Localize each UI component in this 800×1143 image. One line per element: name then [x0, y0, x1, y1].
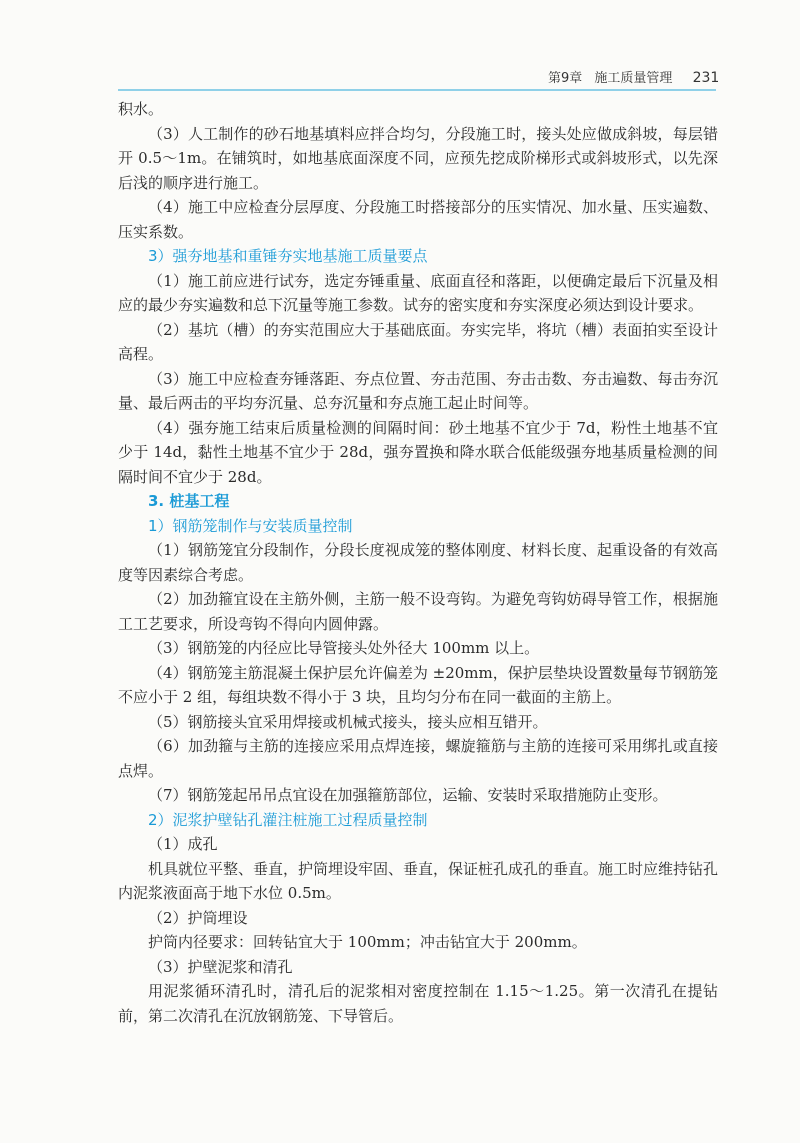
- paragraph: （4）钢筋笼主筋混凝土保护层允许偏差为 ±20mm，保护层垫块设置数量每节钢筋笼不应小于 2 组，每组块数不得小于 3 块，且均匀分布在同一截面的主筋上。: [118, 663, 718, 706]
- paragraph: （3）钢筋笼的内径应比导管接头处外径大 100mm 以上。: [148, 639, 540, 657]
- paragraph: （3）护壁泥浆和清孔: [148, 957, 293, 976]
- body-text: [118, 97, 718, 1028]
- paragraph: （2）基坑（槽）的夯实范围应大于基础底面。夯实完毕，将坑（槽）表面拍实至设计高程。: [118, 320, 718, 363]
- paragraph: （2）加劲箍宜设在主筋外侧，主筋一般不设弯钩。为避免弯钩妨碍导管工作，根据施工工艺要求，所设弯钩不得向内圆伸露。: [118, 590, 718, 633]
- subsection-heading: 1）钢筋笼制作与安装质量控制: [148, 516, 353, 535]
- paragraph: 机具就位平整、垂直，护筒埋设牢固、垂直，保证桩孔成孔的垂直。施工时应维持钻孔内泥浆液面高于地下水位 0.5m。: [118, 859, 719, 902]
- paragraph: 积水。: [118, 100, 164, 118]
- page-number: 231: [692, 70, 720, 86]
- paragraph: 用泥浆循环清孔时，清孔后的泥浆相对密度控制在 1.15～1.25。第一次清孔在提钻前，第二次清孔在沉放钢筋笼、下导管后。: [118, 982, 718, 1025]
- chapter-title: 施工质量管理: [594, 71, 673, 86]
- header-rule: [118, 89, 716, 91]
- paragraph: （1）钢筋笼宜分段制作，分段长度视成笼的整体刚度、材料长度、起重设备的有效高度等因素综合考虑。: [118, 541, 718, 584]
- paragraph: （1）施工前应进行试夯，选定夯锤重量、底面直径和落距，以便确定最后下沉量及相应的最少夯实遍数和总下沉量等施工参数。试夯的密实度和夯实深度必须达到设计要求。: [118, 271, 718, 314]
- chapter-label: 第9章: [548, 71, 583, 86]
- running-header: [548, 67, 719, 86]
- subsection-heading: 2）泥浆护壁钻孔灌注桩施工过程质量控制: [148, 810, 428, 829]
- paragraph: （3）施工中应检查夯锤落距、夯点位置、夯击范围、夯击击数、夯击遍数、每击夯沉量、最后两击的平均夯沉量、总夯沉量和夯点施工起止时间等。: [118, 369, 718, 412]
- paragraph: （1）成孔: [148, 835, 218, 853]
- paragraph: （4）施工中应检查分层厚度、分段施工时搭接部分的压实情况、加水量、压实遍数、压实系数。: [118, 198, 718, 241]
- subsection-heading: 3）强夯地基和重锤夯实地基施工质量要点: [148, 247, 428, 265]
- paragraph: （3）人工制作的砂石地基填料应拌合均匀，分段施工时，接头处应做成斜坡，每层错开 0.5～1m。在铺筑时，如地基底面深度不同，应预先挖成阶梯形式或斜坡形式，以先深后浅的顺序进行施工。: [118, 124, 718, 192]
- paragraph: （2）护筒埋设: [148, 908, 248, 927]
- paragraph: （5）钢筋接头宜采用焊接或机械式接头，接头应相互错开。: [148, 712, 548, 731]
- paragraph: （7）钢筋笼起吊吊点宜设在加强箍筋部位，运输、安装时采取措施防止变形。: [148, 786, 668, 804]
- paragraph: 护筒内径要求：回转钻宜大于 100mm；冲击钻宜大于 200mm。: [148, 933, 587, 951]
- paragraph: （6）加劲箍与主筋的连接应采用点焊连接，螺旋箍筋与主筋的连接可采用绑扎或直接点焊。: [118, 737, 718, 780]
- paragraph: （4）强夯施工结束后质量检测的间隔时间：砂土地基不宜少于 7d，粉性土地基不宜少于 14d，黏性土地基不宜少于 28d，强夯置换和降水联合低能级强夯地基质量检测的间隔时间不宜少于 28d。: [118, 418, 718, 486]
- section-heading: 3. 桩基工程: [148, 492, 230, 510]
